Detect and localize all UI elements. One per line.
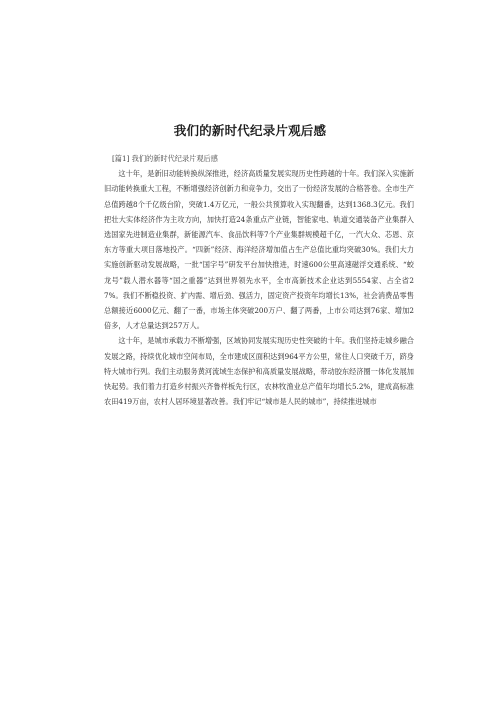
document-body [104, 151, 414, 409]
section-heading: [篇1] 我们的新时代纪录片观后感 [112, 154, 218, 163]
document-title: 我们的新时代纪录片观后感 [173, 123, 327, 138]
paragraph-2: 这十年，是城市承载力不断增强，区域协同发展实现历史性突破的十年。我们坚持走城乡融合发展之路，持续优化城市空间布局，全市建成区面积达到964平方公里，常住人口突破千万，跻身特大城市行列。我们主动服务黄河流域生态保护和高质量发展战略，带动胶东经济圈一体化发展加快起势。我们着力打造乡村振兴齐鲁样板先行区，农林牧渔业总产值年均增长5.2%，建成高标准农田419万亩，农村人居环境显著改善。我们牢记“城市是人民的城市”，持续推进城市 [104, 336, 414, 407]
paragraph-1: 这十年，是新旧动能转换纵深推进，经济高质量发展实现历史性跨越的十年。我们深入实施新旧动能转换重大工程，不断增强经济创新力和竞争力，交出了一份经济发展的合格答卷。全市生产总值跨越8个千亿级台阶，突破1.4万亿元，一般公共预算收入实现翻番，达到1368.3亿元。我们把壮大实体经济作为主攻方向，加快打造24条重点产业链，智能家电、轨道交通装备产业集群入选国家先进制造业集群，新能源汽车、食品饮料等7个产业集群规模超千亿，一汽大众、芯恩、京东方等重大项目落地投产。“四新”经济、海洋经济增加值占生产总值比重均突破30%。我们大力实施创新驱动发展战略，一批“国字号”研发平台加快推进，时速600公里高速磁浮交通系统、“蛟龙号”载人潜水器等“国之重器”达到世界领先水平，全市高新技术企业达到5554家、占全省27%。我们不断稳投资、扩内需、增后劲、强活力，固定资产投资年均增长13%，社会消费品零售总额接近6000亿元、翻了一番，市场主体突破200万户、翻了两番，上市公司达到76家、增加2倍多，人才总量达到257万人。 [104, 169, 414, 331]
